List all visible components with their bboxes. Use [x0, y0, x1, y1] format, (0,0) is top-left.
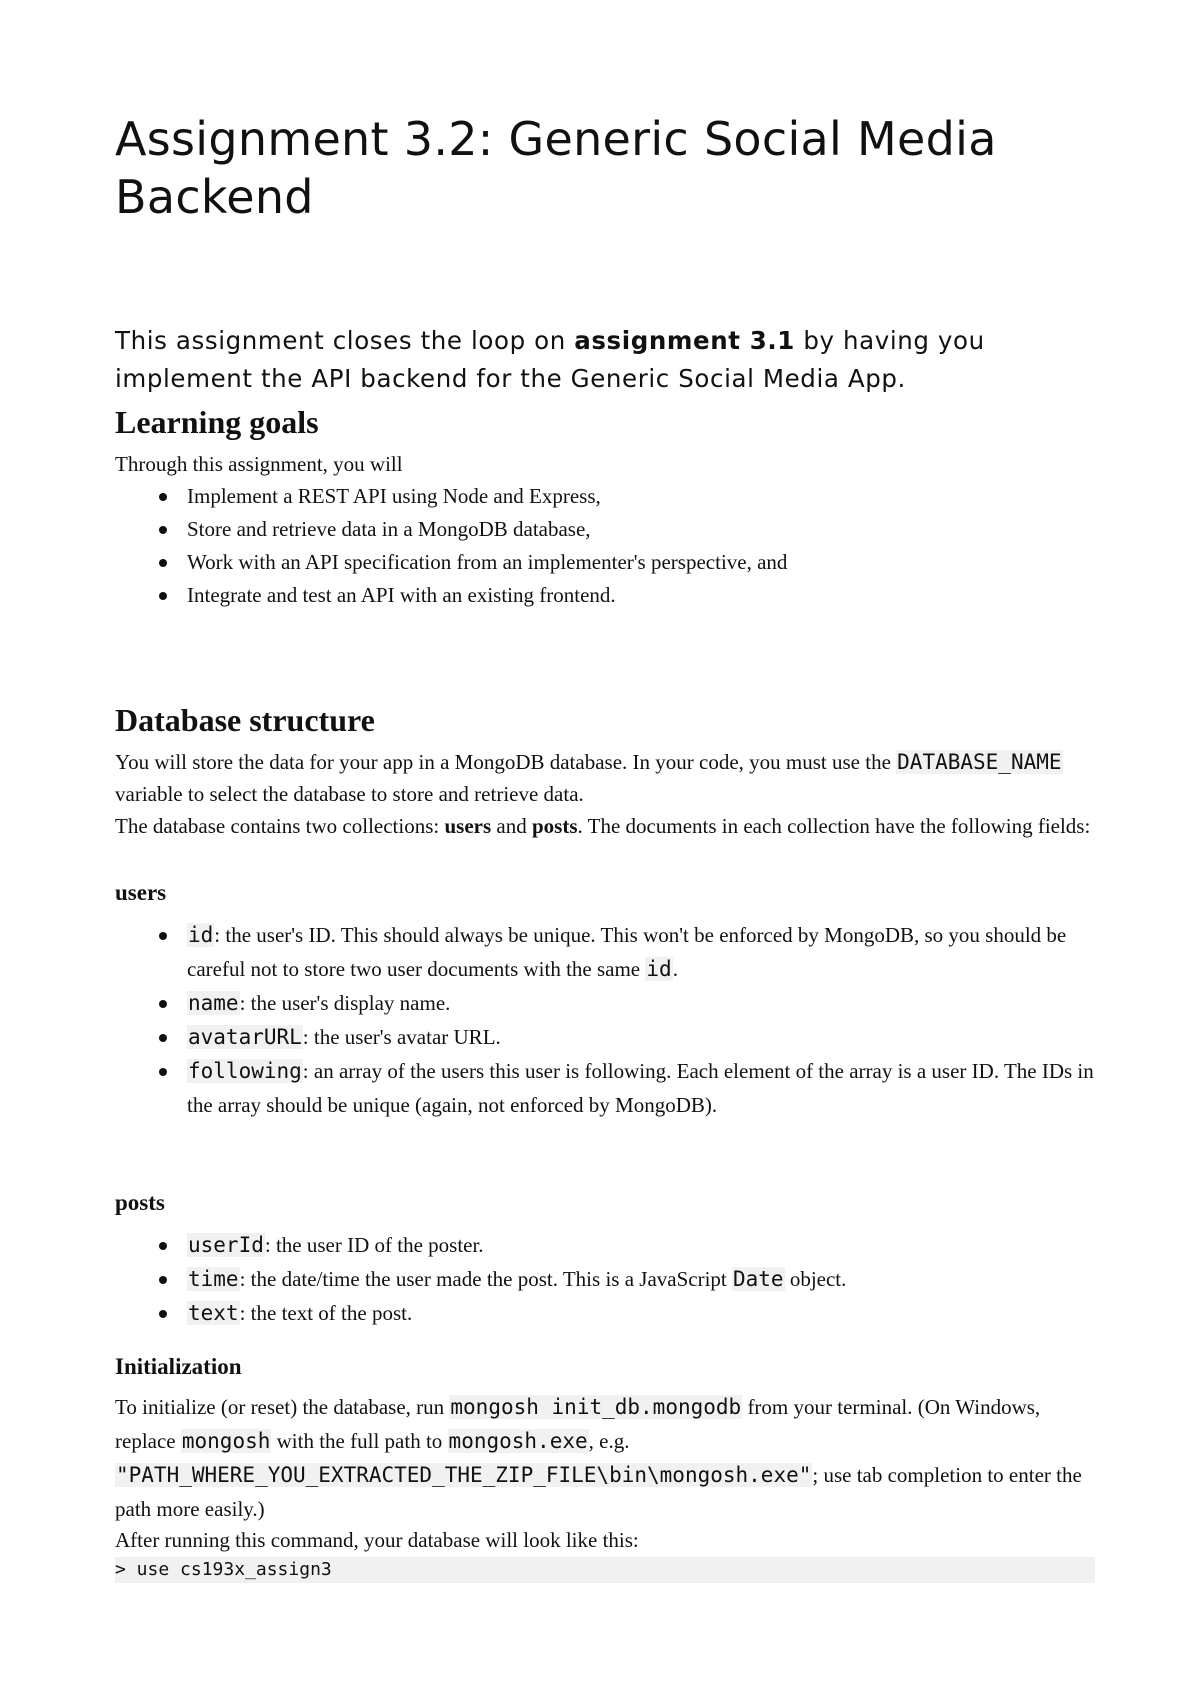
list-item [115, 1228, 1100, 1262]
field-desc: : an array of the users this user is following. Each element of the array is a user ID. The IDs in the array should be unique (again, not enforced by MongoDB). [187, 1059, 1094, 1117]
field-desc: object. [784, 1267, 847, 1291]
init-text: with the full path to [271, 1429, 448, 1453]
db-p1-text-a: You will store the data for your app in a MongoDB database. In your code, you must use the [115, 750, 897, 774]
init-text: , e.g. [588, 1429, 630, 1453]
intro-paragraph [115, 322, 1095, 398]
list-item: Implement a REST API using Node and Express, [115, 480, 1100, 513]
field-desc: : the user's display name. [239, 991, 451, 1015]
field-desc: : the user's avatar URL. [302, 1025, 501, 1049]
learning-goals-heading: Learning goals [115, 404, 319, 440]
init-text: To initialize (or reset) the database, run [115, 1395, 450, 1419]
field-desc: : the date/time the user made the post. This is a JavaScript [239, 1267, 732, 1291]
db-p2-and: and [491, 814, 532, 838]
field-code: userId [188, 1233, 264, 1257]
posts-heading: posts [115, 1190, 165, 1215]
users-heading: users [115, 880, 167, 905]
initialization-after: After running this command, your database will look like this: [115, 1528, 639, 1552]
list-item [115, 1262, 1100, 1296]
intro-text-1: This assignment closes the loop on [115, 326, 575, 355]
field-code: id [646, 957, 672, 981]
list-item: Integrate and test an API with an existing frontend. [115, 579, 1100, 612]
init-text: ; use tab completion to enter the path more easily.) [115, 1463, 1082, 1521]
initialization-heading: Initialization [115, 1354, 242, 1379]
list-item: Store and retrieve data in a MongoDB database, [115, 513, 1100, 546]
intro-text-2: by having you implement the API backend for the Generic Social Media App. [115, 326, 985, 393]
init-text: from your terminal. (On Windows, replace [115, 1395, 1041, 1453]
learning-goals-lead: Through this assignment, you will [115, 452, 403, 476]
list-item [115, 986, 1100, 1020]
mongosh-code: mongosh [181, 1429, 271, 1453]
mongosh-exe-code: mongosh.exe [448, 1429, 588, 1453]
intro-bold-link: assignment 3.1 [574, 326, 795, 355]
list-item [115, 1296, 1100, 1330]
posts-bold: posts [531, 814, 578, 838]
init-command-code: mongosh init_db.mongodb [450, 1395, 742, 1419]
field-desc: : the user ID of the poster. [264, 1233, 484, 1257]
db-p2-text-b: . The documents in each collection have the following fields: [577, 814, 1091, 838]
users-field-list [115, 918, 1100, 1122]
field-code: name [188, 991, 239, 1015]
field-code: time [188, 1267, 239, 1291]
field-code: avatarURL [188, 1025, 302, 1049]
db-p1-text-b: variable to select the database to store and retrieve data. [115, 782, 584, 806]
database-paragraph-1 [115, 746, 1100, 810]
field-code: id [188, 923, 214, 947]
list-item [115, 1020, 1100, 1054]
page-title: Assignment 3.2: Generic Social Media Backend [115, 112, 997, 224]
posts-field-list [115, 1228, 1100, 1330]
field-desc: : the text of the post. [239, 1301, 413, 1325]
database-paragraph-2 [115, 810, 1100, 842]
db-p2-text-a: The database contains two collections: [115, 814, 445, 838]
field-desc: : the user's ID. This should always be unique. This won't be enforced by MongoDB, so you should be careful not to store two user documents with the same [187, 923, 1067, 981]
field-desc: . [672, 957, 678, 981]
database-name-code: DATABASE_NAME [897, 750, 1062, 774]
learning-goals-list [115, 480, 1100, 612]
path-example-code: "PATH_WHERE_YOU_EXTRACTED_THE_ZIP_FILE\bin\mongosh.exe" [116, 1463, 812, 1487]
list-item [115, 1054, 1100, 1122]
users-bold: users [444, 814, 492, 838]
initialization-paragraph [115, 1390, 1100, 1526]
code-block: > use cs193x_assign3 [115, 1557, 1095, 1583]
list-item [115, 918, 1100, 986]
list-item: Work with an API specification from an implementer's perspective, and [115, 546, 1100, 579]
date-code: Date [733, 1267, 784, 1291]
field-code: text [188, 1301, 239, 1325]
field-code: following [188, 1059, 302, 1083]
database-structure-heading: Database structure [115, 702, 375, 738]
